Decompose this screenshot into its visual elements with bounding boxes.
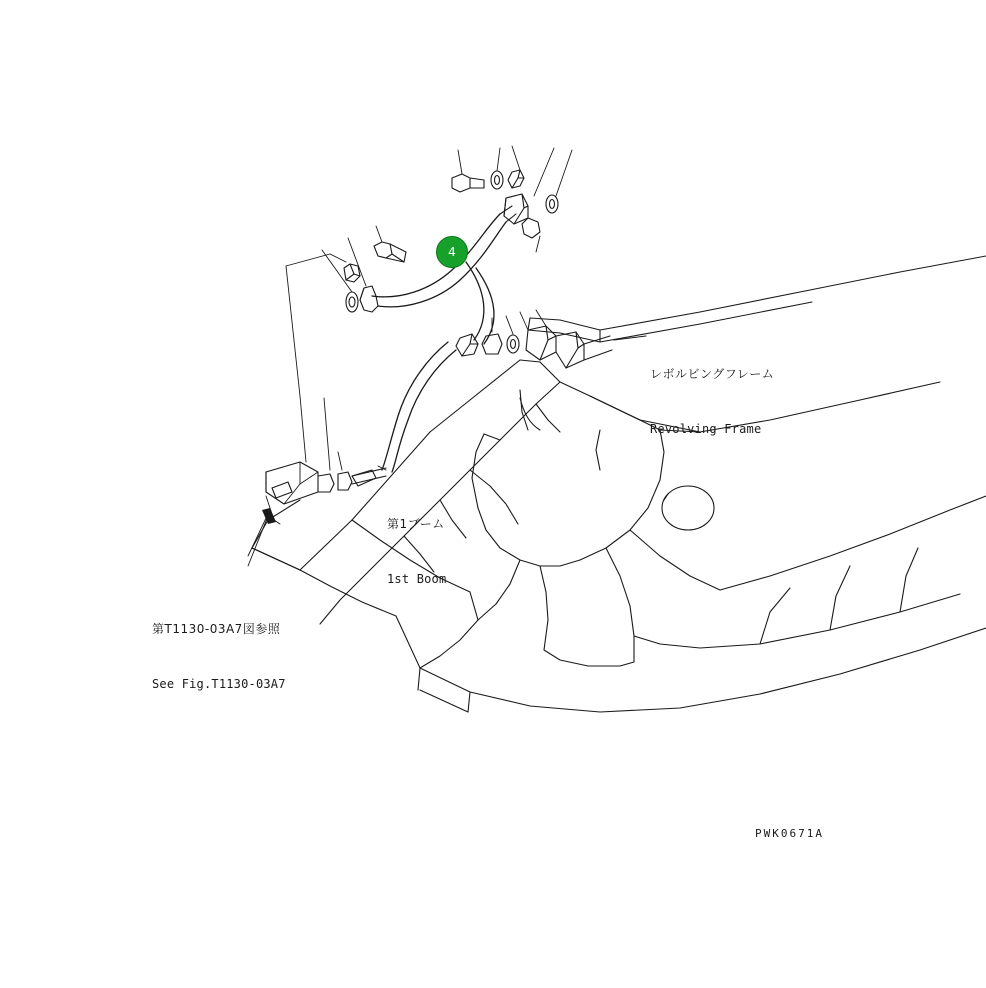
- callout-marker-4[interactable]: [436, 236, 468, 268]
- sheet-code: PWK0671A: [755, 827, 824, 840]
- revolving-frame-label-jp: レボルビングフレーム: [650, 367, 775, 381]
- first-boom-label-en: 1st Boom: [387, 572, 447, 586]
- revolving-frame-label-en: Revolving Frame: [650, 422, 762, 436]
- first-boom-label: [387, 477, 446, 627]
- callout-label: 4: [448, 245, 456, 259]
- see-figure-label-en: See Fig.T1130-03A7: [152, 677, 286, 691]
- see-figure-label-jp: 第T1130-03A7図参照: [152, 622, 281, 636]
- first-boom-label-jp: 第1ブーム: [387, 517, 445, 531]
- revolving-frame-label: [650, 327, 774, 477]
- see-figure-label: [152, 582, 286, 732]
